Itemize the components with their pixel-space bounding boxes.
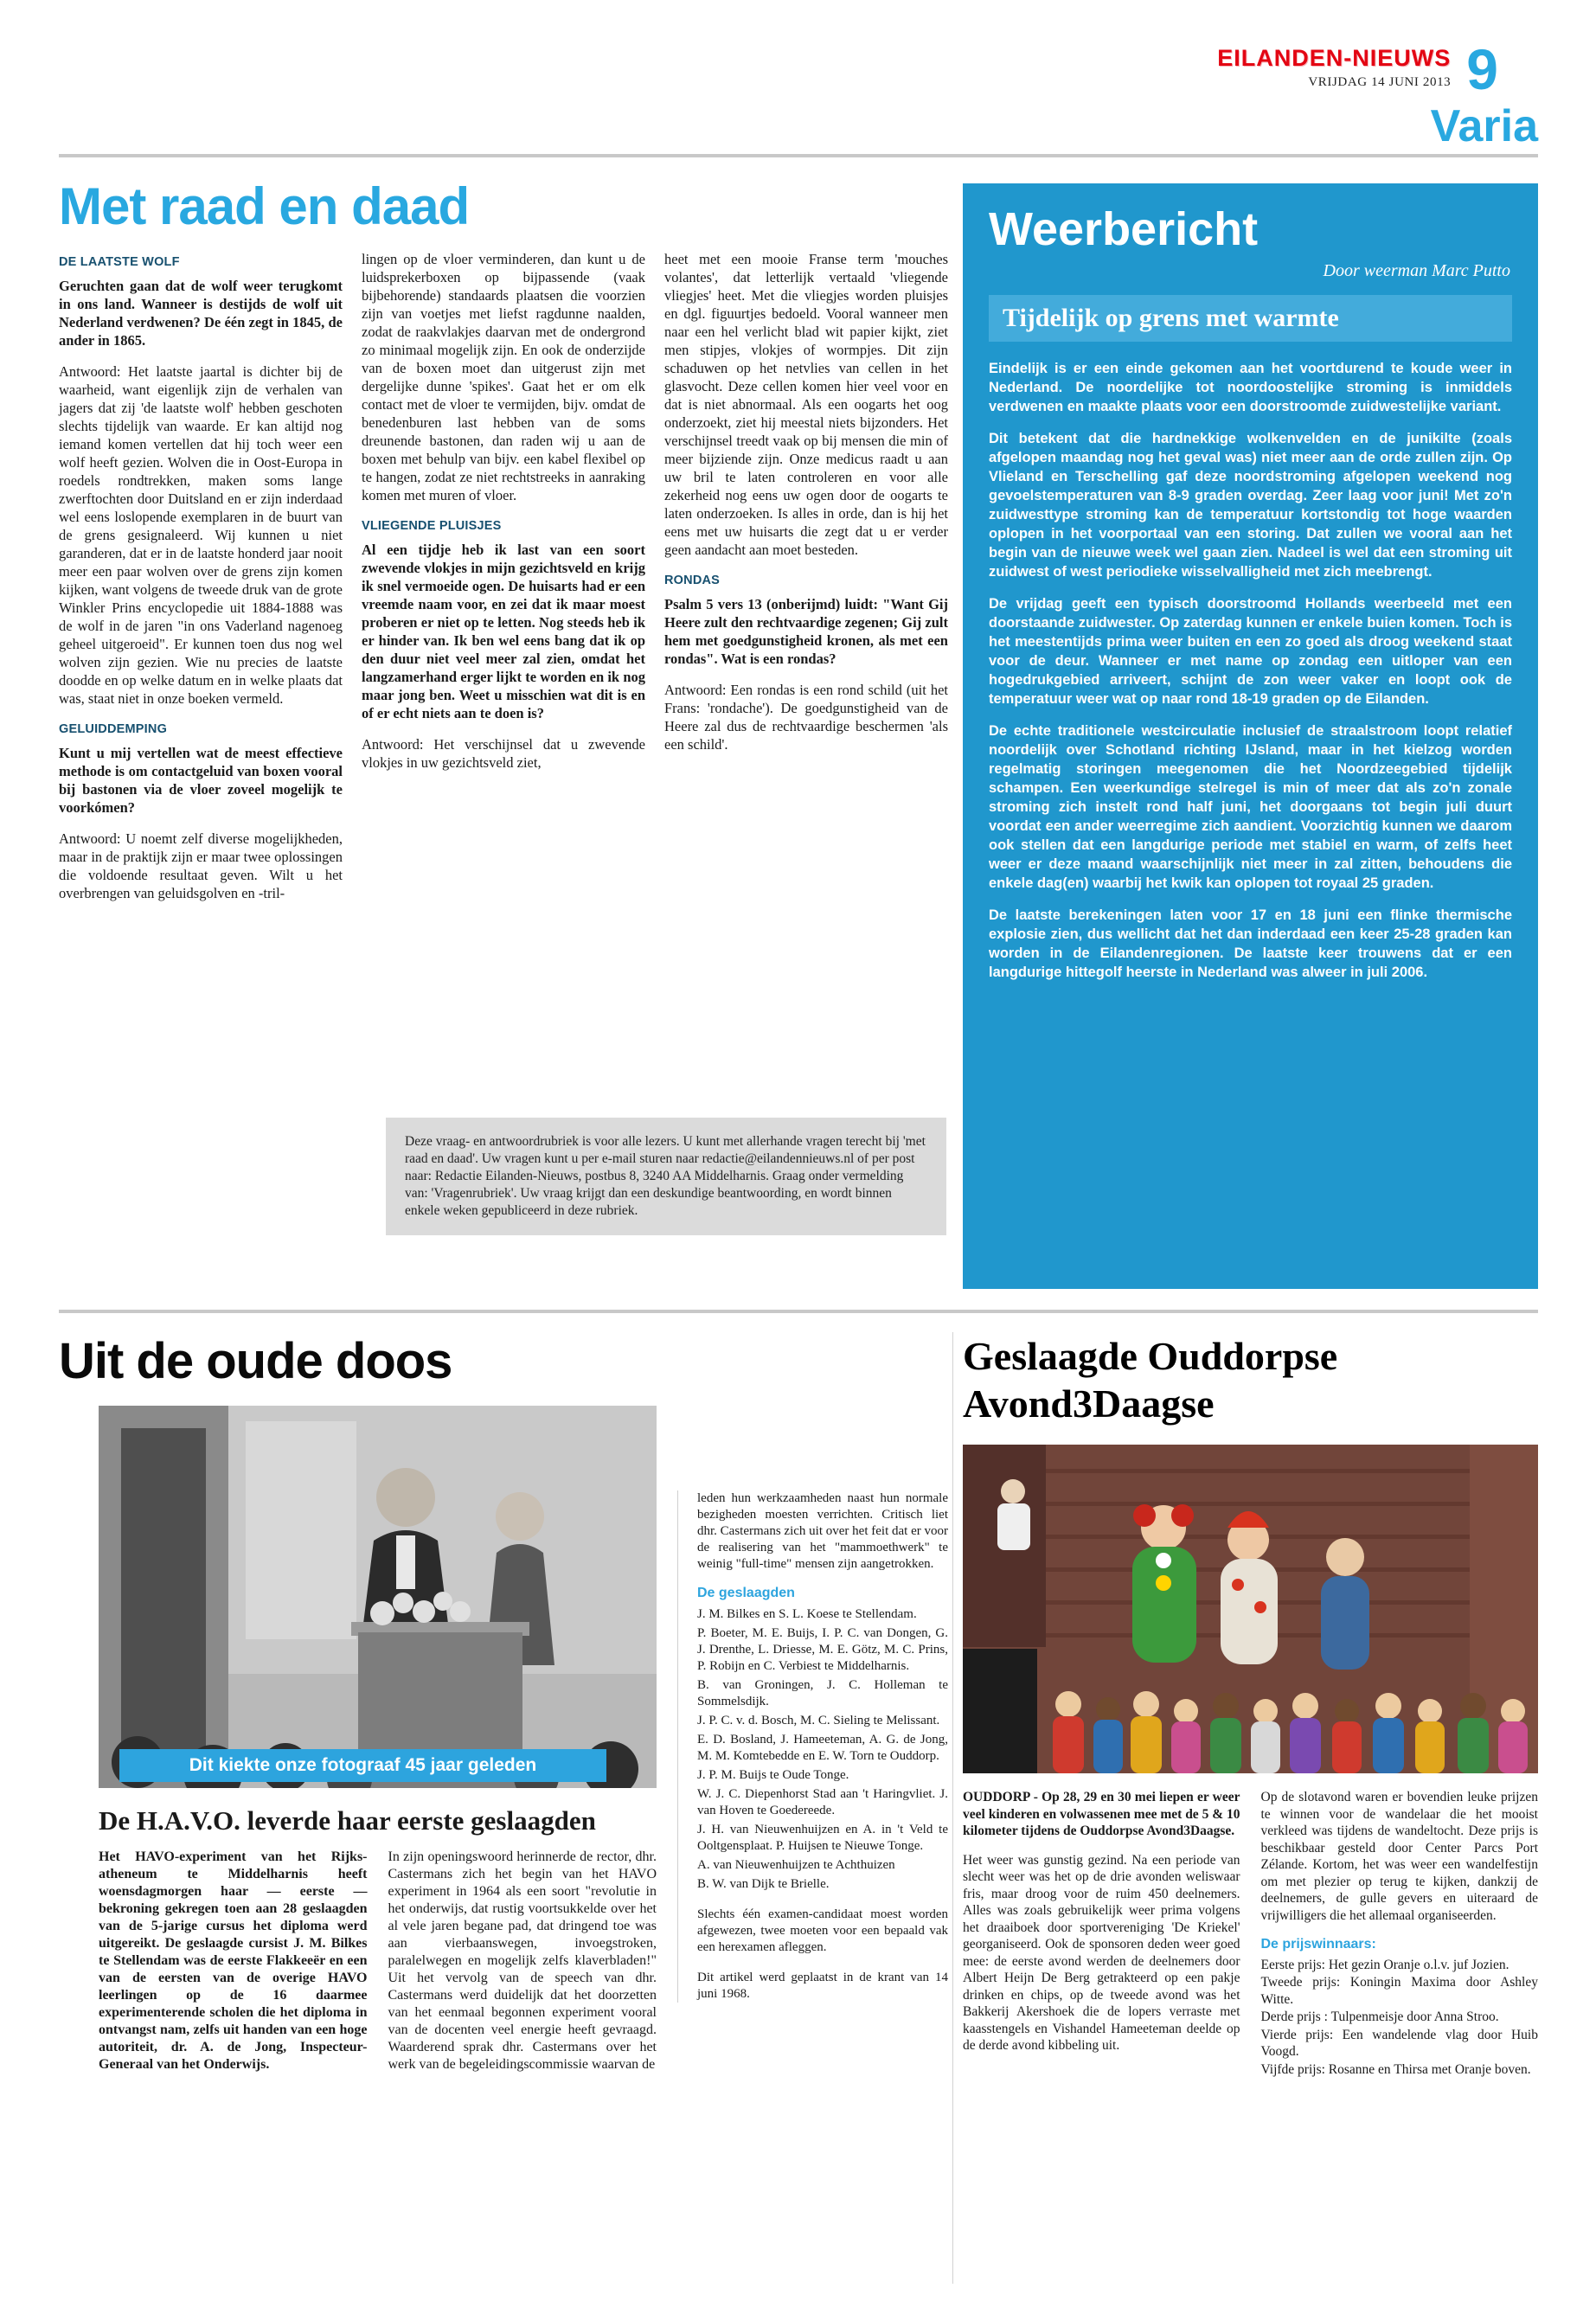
weather-headline: Tijdelijk op grens met warmte [989,295,1512,342]
event-photo [963,1445,1538,1773]
graduate-entry: J. M. Bilkes en S. L. Koese te Stellendam. [697,1607,917,1621]
article-paragraph: Op de slotavond waren er bovendien leuke prijzen te winnen voor de wandelaar die het mooist verkleed was tijdens de wandeltocht. Deze prijs is beschikbaar gesteld door Center Parcs Port Zélande. Kortom, het was weer een wandelfestijn om met plezier op terug te kijken, dankzij de deelnemers, de gulle gevers en uiteraard de vrijwilligers die het allemaal organiseerden. [1260,1790,1538,1923]
article-paragraph: heet met een mooie Franse term 'mouches volantes', dat letterlijk vertaald 'vliegende vliegjes' heet. Met die vliegjes worden pluisjes en dgl. figuurtjes bedoeld. Vooral wanneer men naar een hel verlicht blad wit papier kijkt, ziet men stipjes, vlokjes of wormpjes. Dit zijn schaduwen op het netvlies van cellen in het glasvocht. Deze cellen komen hier veel voor en dat is niet abnormaal. Als een oogarts het oog onderzoekt, ziet hij meestal niets bijzonders. Het verschijnsel treedt vaak op bij mensen die min of meer bijziende zijn. Onze medicus raadt u aan uw bril te laten controleren en voor alle zekerheid nog eens uw ogen door de oogarts te laten onderzoeken. Is alles in orde, dan is hij het eens met uw huisarts die zegt dat u er verder geen aandacht aan moet besteden. [664,251,948,558]
weather-paragraph: Dit betekent dat die hardnekkige wolkenvelden en de junikilte (zoals afgelopen maandag nog het geval was) niet meer aan de orde zullen zijn. Op Vlieland en Terschelling gaf deze noordstroming afgelopen weekend nog gevoelstemperaturen van 8-9 graden overdag. Zeer laag voor juni! Met zo'n zuidwesttype stroming kan de temperatuur kortstondig tot hoge waarden oplopen in het voorportaal van een storing. Dat zullen we vooral aan het begin van de nieuwe week wel gaan zien. Nadeel is wel dat een stroming uit zuidwest of west periodieke wisselvalligheid met zich meebrengt. [989,431,1512,580]
weather-report-box [963,183,1538,1289]
rubric-info-box: Deze vraag- en antwoordrubriek is voor alle lezers. U kunt met allerhande vragen terecht bij 'met raad en daad'. Uw vragen kunt u per e-mail sturen naar redactie@eilandennieuws.nl of per post naar: Redactie Eilanden-Nieuws, postbus 8, 3240 AA Middelharnis. Graag onder vermelding van: 'Vragenrubriek'. Uw vraag krijgt dan een deskundige beantwoording, en wordt binnen enkele weken gepubliceerd in deze rubriek. [386,1118,946,1235]
kicker-rondas: RONDAS [664,574,721,587]
article-column-3 [664,250,948,915]
section-title: Varia [1430,101,1538,151]
article-paragraph: Antwoord: U noemt zelf diverse mogelijkheden, maar in de praktijk zijn er maar twee oplossingen die voldoende resultaat geven. Wilt u het overbrengen van geluidsgolven en -tril- [59,830,343,901]
graduate-entry: J. H. van Nieuwenhuijzen en A. in 't Veld te Ooltgensplaat. P. Huijsen te Nieuwe Tonge. [697,1823,948,1853]
article-paragraph: leden hun werkzaamheden naast hun normale bezigheden moesten verrichten. Critisch liet dhr. Castermans zich uit over het feit dat er voor de realisering van het "mammoethwerk" te weinig "full-time" mensen zijn aangetrokken. [697,1491,948,1571]
photo-caption: Dit kiekte onze fotograaf 45 jaar geleden [119,1749,606,1782]
weather-byline: Door weerman Marc Putto [1323,261,1510,280]
article-paragraph: Antwoord: Het verschijnsel dat u zwevende vlokjes in uw gezichtsveld ziet, [362,736,645,771]
weather-paragraph: Eindelijk is er een einde gekomen aan het voortdurend te koude weer in Nederland. De noordelijke tot noordoostelijke stroming is inmiddels verdwenen en maakte plaats voor een doorstroomde zuidwestelijke variant. [989,361,1512,414]
column-divider [952,1332,953,2284]
prize-entry: Eerste prijs: Het gezin Oranje o.l.v. juf Jozien. [1260,1957,1509,1972]
prize-entry: Vijfde prijs: Rosanne en Thirsa met Oranje boven. [1260,2061,1531,2077]
headline-line-2: Avond3Daagse [963,1381,1215,1426]
article-avond3daagse [963,1332,1538,2079]
historic-photo-illustration [99,1406,657,1788]
question-lead: Al een tijdje heb ik last van een soort zwevende vlokjes in mijn gezichtsveld en krijg ik snel vermoeide ogen. De huisarts had er een vreemde naam voor, en zei dat ik maar moest proberen er niet op te letten. Nog steeds heb ik er hinder van. Ik ben wel eens bang dat ik op den duur niet veel meer zal zien, omdat het langzamerhand erger lijkt te worden en ik nog maar jong ben. Weet u misschien wat dit is en of er echt niets aan te doen is? [362,542,645,721]
graduate-entry: J. P. C. v. d. Bosch, M. C. Sieling te Melissant. [697,1714,940,1727]
weather-paragraph: De laatste berekeningen laten voor 17 en 18 juni een flinke thermische explosie zien, dus wellicht dat het dan inderdaad een keer 25-28 graden kan worden in de Eilandenregionen. De laatste keer trouwens dat er een langdurige hittegolf heerste in Nederland was alweer in juli 2006. [989,907,1512,980]
kicker-de-laatste-wolf: DE LAATSTE WOLF [59,255,180,269]
article-subtitle: De H.A.V.O. leverde haar eerste geslaagden [99,1805,596,1836]
kicker-vliegende-pluisjes: VLIEGENDE PLUISJES [362,519,502,533]
newspaper-logo: EILANDEN-NIEUWS [1217,45,1452,71]
article-column-3 [677,1406,948,2073]
question-lead: Geruchten gaan dat de wolf weer terugkomt in ons land. Wanneer is destijds de wolf uit Nederland verdwenen? De één zegt in 1845, de ander in 1865. [59,278,343,349]
graduate-entry: P. Boeter, M. E. Buijs, I. P. C. van Dongen, G. J. Drenthe, L. Driesse, M. E. Götz, M. C. Prins, P. Robijn en C. Verbiest te Middelharnis. [697,1626,948,1673]
article-paragraph: In zijn openingswoord herinnerde de rector, dhr. Castermans zich het begin van het HAVO experiment in 1964 als een soort "revolutie in het onderwijs, dat rustig voortsukkelde over het al vele jaren begane pad, dat dringend toe was aan vierbaanswegen, invoegstroken, paralelwegen en mogelijk zelfs klaverbladen!" Uit het vervolg van de speech van dhr. Castermans werd duidelijk dat het doorzetten van het eenmaal begonnen experiment vooral van de docenten veel energie heeft gevraagd. Waarderend sprak dhr. Castermans over het werk van de begeleidingscommissie waarvan de [388,1849,657,2072]
article-source-note: Dit artikel werd geplaatst in de krant van 14 juni 1968. [697,1971,948,2001]
article-headline [963,1332,1538,1427]
geslaagden-heading: De geslaagden [697,1586,795,1600]
kicker-geluiddemping: GELUIDDEMPING [59,722,168,736]
article-column-2 [1261,1789,1539,2079]
article-paragraph: lingen op de vloer verminderen, dan kunt u de luidsprekerboxen op bijpassende (vaak bijbehorende) standaards plaatsen die voorzien zijn van voetjes met liefst ragdunne naalden, zodat de raakvlakjes daarvan met de ondergrond zo minimaal mogelijk zijn. En ook de onderzijde van de boxen moet dan uitgerust zijn met dergelijke dunne 'spikes'. Gaat het er om elk contact met de vloer te vermijden, bijv. omdat de benedenburen last hebben van de soms dreunende bastonen, dan raden wij u aan de boxen met behulp van bijv. een kabel flexibel op te hangen, zodat ze niet rechtstreeks in aanraking komen met muren of vloer. [362,251,645,503]
question-lead: Psalm 5 vers 13 (onberijmd) luidt: "Want Gij Heere zult den rechtvaardige zegenen; Gij zult hem met goedgunstigheid kronen, als met een rondas". Wat is een rondas? [664,596,948,667]
article-paragraph: Antwoord: Een rondas is een rond schild (uit het Frans: 'rondache'). De goedgunstigheid van de Heere zal dus de rechtvaardige beschermen 'als een schild'. [664,682,948,753]
weather-paragraph: De vrijdag geeft een typisch doorstroomd Hollands weerbeeld met een doorstaande zuidwester. Op zaterdag kunnen er enkele buien komen. Toch is het meestentijds prima weer buiten en een zo goed als droog weekend staat voor de deur. Wanneer er met name op zondag een uitloper van een hogedrukgebied arriveert, schijnt de zon weer vaker en loopt ook de temperatuur weer wat op naar rond 18-19 graden op de Eilanden. [989,596,1512,707]
article-uit-de-oude-doos [59,1332,948,2073]
headline-line-1: Geslaagde Ouddorpse [963,1334,1338,1378]
graduate-entry: W. J. C. Diepenhorst Stad aan 't Haringvliet. J. van Hoven te Goedereede. [697,1787,948,1817]
historic-photo [99,1406,657,1788]
weather-title: Weerbericht [989,203,1259,255]
article-headline: Met raad en daad [59,177,470,235]
prize-entry: Derde prijs : Tulpenmeisje door Anna Stroo. [1260,2009,1499,2025]
article-lead: OUDDORP - Op 28, 29 en 30 mei liepen er weer veel kinderen en volwassenen mee met de 5 & 10 kilometer tijdens de Ouddorpse Avond3Daagse. [963,1790,1240,1839]
question-lead: Kunt u mij vertellen wat de meest effectieve methode is om contactgeluid van boxen vooral bij bastonen via de vloer zoveel mogelijk te voorkómen? [59,745,343,816]
header-divider [59,154,1538,157]
article-lead: Het HAVO-experiment van het Rijks-atheneum te Middelharnis heeft woensdagmorgen haar — eerste — bekroning gekregen toen aan 28 geslaagden van de 5-jarige cursus het diploma werd uitgereikt. De geslaagde cursist J. M. Bilkes te Stellendam was de eerste Flakkeeër en een van de eersten van de overige HAVO leerlingen op de 16 daarmee experimenterende scholen die het diploma in ontvangst nam, zelfs uit handen van een hoge autoriteit, dr. A. de Jong, Inspecteur-Generaal van het Onderwijs. [99,1849,368,2072]
prize-entry: Vierde prijs: Een wandelende vlag door Huib Voogd. [1260,2027,1538,2060]
article-column-1 [963,1789,1240,2079]
article-headline: Uit de oude doos [59,1333,452,1389]
graduate-entry: B. van Groningen, J. C. Holleman te Sommelsdijk. [697,1678,948,1708]
issue-date: VRIJDAG 14 JUNI 2013 [1308,75,1452,89]
weather-paragraph: De echte traditionele westcirculatie inclusief de straalstroom loopt relatief noordelijk over Schotland richting IJsland, maar in het kielzog worden regelmatig storingen meegenomen die het Noordzeegebied tijdelijk schampen. Een weerkundige stelregel is min of meer dat als zo'n zonale stroming zich instelt rond half juni, het doorgaans tot begin juli duurt voordat een ander weerregime zich aandient. Voorzichtig kunnen we daarom ook stellen dat een langdurige periode met stabiel en warm, of zelfs heet weer er deze maand waarschijnlijk niet meer in zal zitten, behoudens die enkele dag(en) waarbij het kwik kan oplopen tot royaal 25 graden. [989,723,1512,891]
event-photo-illustration [963,1445,1538,1773]
section-divider [59,1310,1538,1313]
article-paragraph: Slechts één examen-candidaat moest worden afgewezen, twee moeten voor een bepaald vak een herexamen afleggen. [697,1907,948,1954]
graduate-entry: B. W. van Dijk te Brielle. [697,1877,830,1891]
article-paragraph: Antwoord: Het laatste jaartal is dichter bij de waarheid, want eigenlijk zijn de verhalen van jagers dat zij 'de laatste wolf' hebben geschoten slechts tijdelijk van waarde. Er kan altijd nog iemand komen vertellen dat hij toch weer een wolf heeft gezien. Wolven die in Oost-Europa in roedels rondtrekken, maken soms lange zwerftochten door Duitsland en er zijn inderdaad wel eens loslopende exemplaren in de buurt van de grens gesignaleerd. Wij kunnen u niet garanderen, dat er in de laatste honderd jaar nooit meer een paar wolven over de grens zijn komen kijken, want volgens de tweede druk van de grote Winkler Prins encyclopedie uit 1884-1888 was de wolf in de jaren "in ons Vaderland nagenoeg geheel uitgeroeid". Er kunnen toen dus nog wel wolven zijn gezien. Wie nu precies de laatste doodde en op welke datum en in welke plaats dat was, staat niet in onze boeken vermeld. [59,363,343,707]
article-column-2 [362,250,645,915]
article-column-1 [59,250,343,915]
page-number: 9 [1466,37,1498,101]
article-met-raad-en-daad [59,176,948,915]
masthead [1217,37,1538,151]
graduate-entry: A. van Nieuwenhuijzen te Achthuizen [697,1858,895,1872]
article-column-1 [99,1849,368,2073]
graduate-entry: J. P. M. Buijs te Oude Tonge. [697,1768,849,1782]
prize-entry: Tweede prijs: Koningin Maxima door Ashley Witte. [1260,1975,1538,2007]
weather-body [989,359,1512,982]
graduate-entry: E. D. Bosland, J. Hameeteman, A. G. de Jong, M. M. Komtebedde en E. W. Torn te Ouddorp. [697,1733,948,1763]
prijswinnaars-heading: De prijswinnaars: [1260,1937,1376,1952]
article-column-2 [388,1849,657,2073]
article-paragraph: Het weer was gunstig gezind. Na een periode van slecht weer was het op de drie avonden weliswaar fris, maar droog voor de ruim 450 deelnemers. Alles was zoals gebruikelijk weer prima volgens het draaiboek door sportvereniging 'De Kriekel' georganiseerd. Ook de sponsoren deden weer goed mee: de eerste avond werden de deelnemers door Albert Heijn De Berg getrakteerd op een pakje drinken en chips, op de tweede avond was het Bakkerij Akershoek die de lopers verraste met kaasstengels en Vishandel Hameeteman deelde op de derde avond kibbeling uit. [963,1852,1240,2054]
